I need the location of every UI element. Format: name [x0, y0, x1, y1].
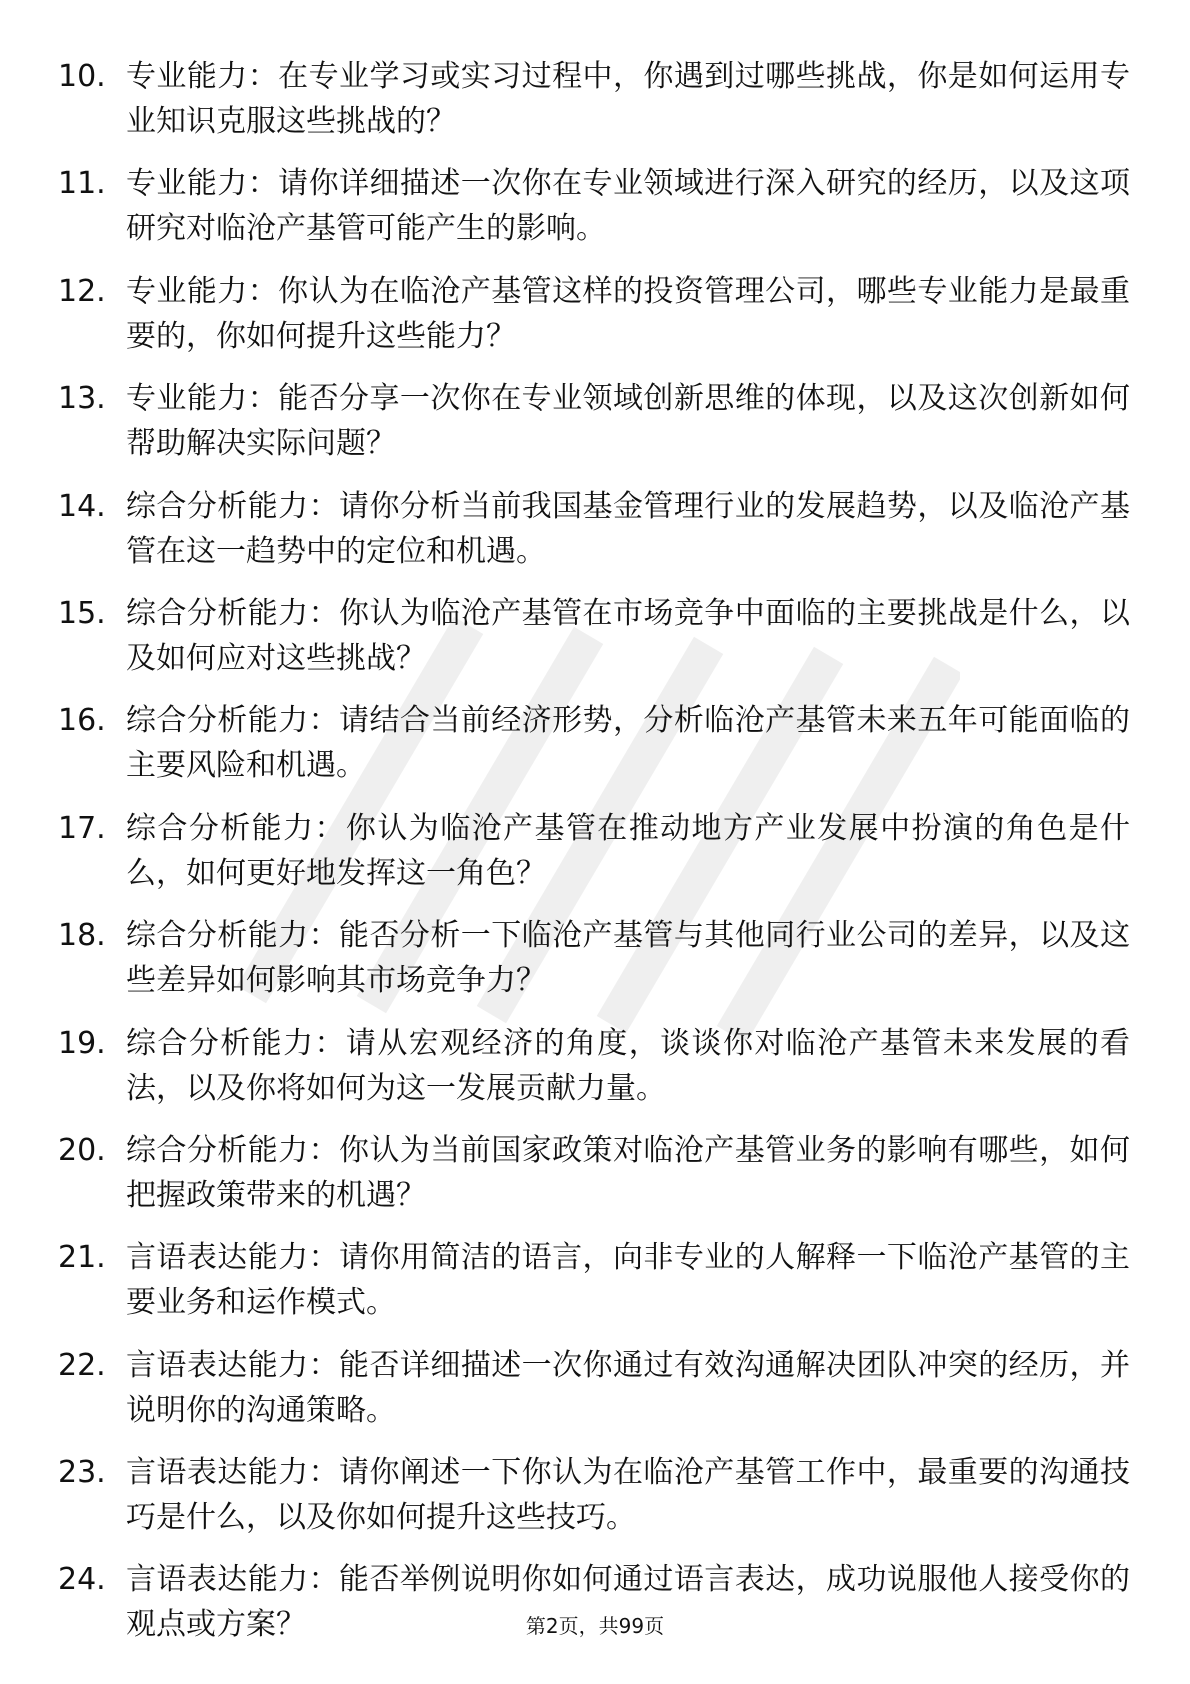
question-text: 综合分析能力：请你分析当前我国基金管理行业的发展趋势，以及临沧产基管在这一趋势中的定位和机遇。 — [126, 488, 1130, 569]
question-text: 言语表达能力：请你用简洁的语言，向非专业的人解释一下临沧产基管的主要业务和运作模式。 — [126, 1240, 1130, 1321]
question-item — [58, 161, 1130, 268]
question-text: 综合分析能力：请结合当前经济形势，分析临沧产基管未来五年可能面临的主要风险和机遇。 — [126, 703, 1130, 784]
question-number: 17. — [58, 810, 106, 846]
question-number: 10. — [58, 59, 106, 94]
question-text: 综合分析能力：你认为临沧产基管在推动地方产业发展中扮演的角色是什么，如何更好地发挥这一角色？ — [126, 810, 1130, 891]
question-item — [58, 376, 1130, 483]
question-item — [58, 269, 1130, 376]
page-number-footer: 第2页，共99页 — [525, 1614, 665, 1638]
question-text: 专业能力：在专业学习或实习过程中，你遇到过哪些挑战，你是如何运用专业知识克服这些挑战的？ — [126, 59, 1130, 139]
question-number: 18. — [58, 918, 106, 954]
question-text: 综合分析能力：你认为临沧产基管在市场竞争中面临的主要挑战是什么，以及如何应对这些挑战？ — [126, 595, 1130, 676]
question-text: 综合分析能力：你认为当前国家政策对临沧产基管业务的影响有哪些，如何把握政策带来的机遇？ — [126, 1132, 1130, 1213]
question-item — [58, 1235, 1130, 1342]
question-item — [58, 1343, 1130, 1450]
question-number: 16. — [58, 703, 106, 739]
question-item — [58, 591, 1130, 698]
question-number: 11. — [58, 166, 106, 202]
question-text: 言语表达能力：能否举例说明你如何通过语言表达，成功说服他人接受你的观点或方案？ — [126, 1562, 1130, 1643]
question-number: 21. — [58, 1240, 106, 1276]
question-text: 综合分析能力：请从宏观经济的角度，谈谈你对临沧产基管未来发展的看法，以及你将如何为这一发展贡献力量。 — [126, 1025, 1130, 1106]
question-number: 23. — [58, 1455, 106, 1491]
question-number: 15. — [58, 595, 106, 631]
question-number: 19. — [58, 1025, 106, 1061]
question-text: 言语表达能力：能否详细描述一次你通过有效沟通解决团队冲突的经历，并说明你的沟通策略。 — [126, 1347, 1130, 1428]
question-number: 12. — [58, 273, 106, 309]
question-text: 言语表达能力：请你阐述一下你认为在临沧产基管工作中，最重要的沟通技巧是什么，以及你如何提升这些技巧。 — [126, 1455, 1130, 1536]
question-item — [58, 806, 1130, 913]
question-number: 13. — [58, 381, 106, 417]
question-text: 专业能力：你认为在临沧产基管这样的投资管理公司，哪些专业能力是最重要的，你如何提升这些能力？ — [126, 273, 1130, 354]
question-item — [58, 1128, 1130, 1235]
question-item — [58, 913, 1130, 1020]
question-text: 专业能力：请你详细描述一次你在专业领域进行深入研究的经历，以及这项研究对临沧产基管可能产生的影响。 — [126, 166, 1130, 247]
question-list — [58, 54, 1130, 1665]
question-number: 14. — [58, 488, 106, 524]
question-item — [58, 1450, 1130, 1557]
question-text: 综合分析能力：能否分析一下临沧产基管与其他同行业公司的差异，以及这些差异如何影响其市场竞争力？ — [126, 918, 1130, 999]
question-number: 24. — [58, 1562, 106, 1598]
question-number: 20. — [58, 1132, 106, 1168]
question-item — [58, 698, 1130, 805]
question-text: 专业能力：能否分享一次你在专业领域创新思维的体现，以及这次创新如何帮助解决实际问题？ — [126, 381, 1130, 462]
question-item — [58, 484, 1130, 591]
question-item — [58, 1021, 1130, 1128]
question-number: 22. — [58, 1347, 106, 1383]
question-item — [58, 54, 1130, 161]
